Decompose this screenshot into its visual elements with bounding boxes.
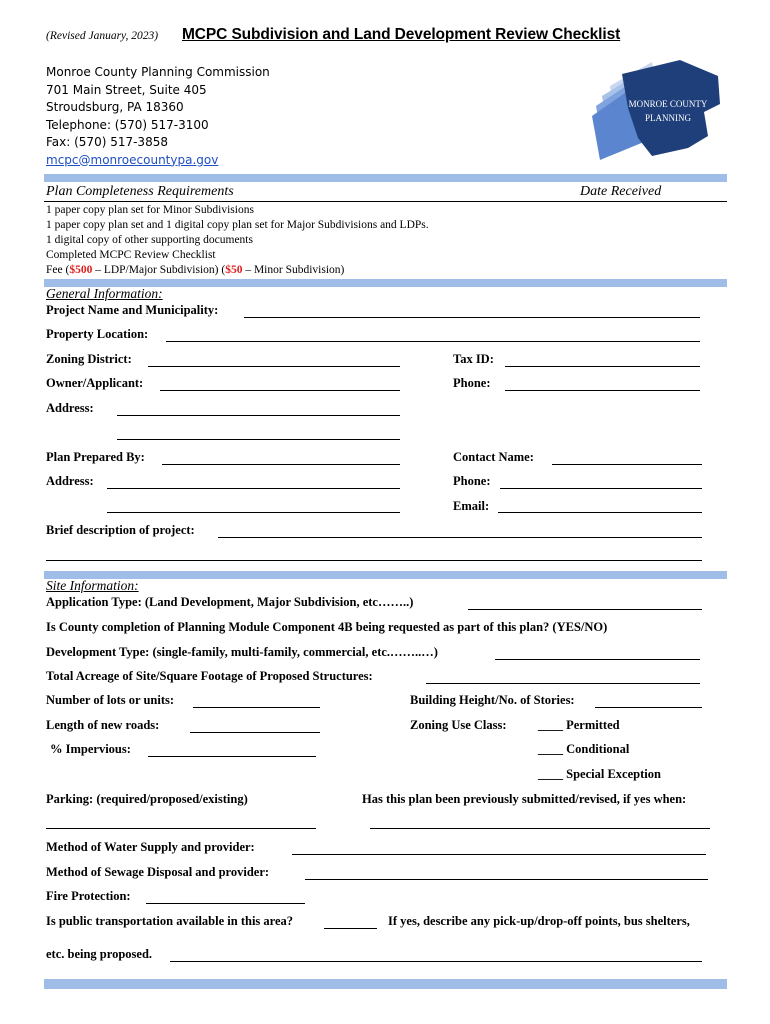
org-name: Monroe County Planning Commission [46, 65, 270, 79]
contact-name-label: Contact Name: [453, 450, 534, 464]
phone-label: Phone: [453, 376, 491, 390]
fee-mid: – LDP/Major Subdivision) ( [92, 264, 226, 276]
project-name-field[interactable] [244, 317, 700, 318]
preparer-email-field[interactable] [498, 512, 702, 513]
application-type-label: Application Type: (Land Development, Major Subdivision, etc……..) [46, 595, 414, 609]
impervious-label: % Impervious: [50, 742, 131, 756]
zoning-district-label: Zoning District: [46, 352, 132, 366]
section-divider-bottom [44, 979, 727, 989]
water-supply-label: Method of Water Supply and provider: [46, 840, 255, 854]
brief-description-label: Brief description of project: [46, 523, 195, 537]
fire-protection-field[interactable] [146, 903, 305, 904]
preparer-phone-label: Phone: [453, 474, 491, 488]
new-roads-label: Length of new roads: [46, 718, 160, 732]
section-divider-top [44, 174, 727, 182]
proposed-facilities-label: etc. being proposed. [46, 947, 153, 961]
contact-name-field[interactable] [552, 464, 702, 465]
development-type-label: Development Type: (single-family, multi-family, commercial, etc.……..…) [46, 645, 438, 659]
owner-applicant-field[interactable] [160, 390, 400, 391]
list-item: 1 digital copy of other supporting documents [46, 234, 253, 246]
impervious-field[interactable] [148, 756, 316, 757]
public-transport-question: Is public transportation available in this area? [46, 914, 294, 928]
fee-prefix: Fee ( [46, 264, 70, 276]
street-address: 701 Main Street, Suite 405 [46, 82, 207, 97]
completeness-underline [44, 201, 727, 202]
public-transport-field[interactable] [324, 928, 377, 929]
list-item: 1 paper copy plan set for Minor Subdivisions [46, 204, 254, 216]
water-supply-field[interactable] [292, 854, 706, 855]
brief-description-field-line1[interactable] [218, 537, 702, 538]
fax: Fax: (570) 517-3858 [46, 135, 168, 149]
logo-text-line1: MONROE COUNTY [628, 99, 708, 109]
total-acreage-field[interactable] [426, 683, 700, 684]
completeness-requirements-list [46, 203, 429, 278]
tax-id-field[interactable] [505, 366, 700, 367]
proposed-facilities-field[interactable] [170, 961, 702, 962]
list-item: Completed MCPC Review Checklist [46, 249, 216, 261]
permitted-option[interactable]: ____ Permitted [538, 718, 620, 732]
lots-units-label: Number of lots or units: [46, 693, 175, 707]
telephone: Telephone: (570) 517-3100 [46, 117, 209, 132]
building-height-field[interactable] [595, 707, 702, 708]
parking-label: Parking: (required/proposed/existing) [46, 792, 248, 806]
brief-description-field-line2[interactable] [46, 560, 702, 561]
city-state-zip: Stroudsburg, PA 18360 [46, 100, 184, 114]
contact-address-block [46, 64, 270, 169]
fire-protection-label: Fire Protection: [46, 889, 131, 903]
previously-submitted-question: Has this plan been previously submitted/revised, if yes when: [362, 792, 687, 806]
preparer-address-field-line1[interactable] [107, 488, 400, 489]
fee-suffix: – Minor Subdivision) [242, 264, 345, 276]
previously-submitted-field[interactable] [370, 828, 710, 829]
building-height-label: Building Height/No. of Stories: [410, 693, 575, 707]
preparer-address-label: Address: [46, 474, 94, 488]
plan-prepared-by-field[interactable] [162, 464, 400, 465]
special-exception-option[interactable]: ____ Special Exception [538, 767, 661, 781]
total-acreage-label: Total Acreage of Site/Square Footage of Proposed Structures: [46, 669, 373, 683]
tax-id-label: Tax ID: [453, 352, 494, 366]
fee-amount-minor: $50 [225, 264, 243, 276]
zoning-use-class-label: Zoning Use Class: [410, 718, 507, 732]
address-field-line1[interactable] [117, 415, 400, 416]
parking-field[interactable] [46, 828, 316, 829]
sewage-disposal-label: Method of Sewage Disposal and provider: [46, 865, 270, 879]
fee-amount-ldp: $500 [69, 264, 93, 276]
general-information-title: General Information: [46, 286, 163, 301]
preparer-phone-field[interactable] [500, 488, 702, 489]
date-received-label: Date Received [580, 184, 662, 199]
development-type-field[interactable] [495, 659, 700, 660]
site-information-title: Site Information: [46, 578, 139, 593]
email-link[interactable]: mcpc@monroecountypa.gov [46, 152, 219, 167]
monroe-county-planning-logo [592, 52, 722, 172]
property-location-field[interactable] [166, 341, 700, 342]
plan-prepared-by-label: Plan Prepared By: [46, 450, 145, 464]
application-type-field[interactable] [468, 609, 702, 610]
project-name-label: Project Name and Municipality: [46, 303, 219, 317]
section-divider-site [44, 571, 727, 579]
conditional-option[interactable]: ____ Conditional [538, 742, 630, 756]
county-completion-question: Is County completion of Planning Module Component 4B being requested as part of this plan? (YES/NO) [46, 620, 608, 634]
zoning-district-field[interactable] [148, 366, 400, 367]
phone-field[interactable] [505, 390, 700, 391]
lots-units-field[interactable] [193, 707, 320, 708]
new-roads-field[interactable] [190, 732, 320, 733]
fee-line [46, 263, 429, 278]
address-field-line2[interactable] [117, 439, 400, 440]
plan-completeness-title: Plan Completeness Requirements [46, 184, 234, 199]
list-item: 1 paper copy plan set and 1 digital copy plan set for Major Subdivisions and LDPs. [46, 219, 429, 231]
page-title: MCPC Subdivision and Land Development Review Checklist [182, 26, 621, 43]
preparer-email-label: Email: [453, 499, 490, 513]
sewage-disposal-field[interactable] [305, 879, 708, 880]
address-label: Address: [46, 401, 94, 415]
revision-date: (Revised January, 2023) [46, 30, 159, 42]
preparer-address-field-line2[interactable] [107, 512, 400, 513]
property-location-label: Property Location: [46, 327, 149, 341]
public-transport-followup: If yes, describe any pick-up/drop-off points, bus shelters, [388, 914, 690, 928]
owner-applicant-label: Owner/Applicant: [46, 376, 144, 390]
logo-text-line2: PLANNING [645, 113, 691, 123]
